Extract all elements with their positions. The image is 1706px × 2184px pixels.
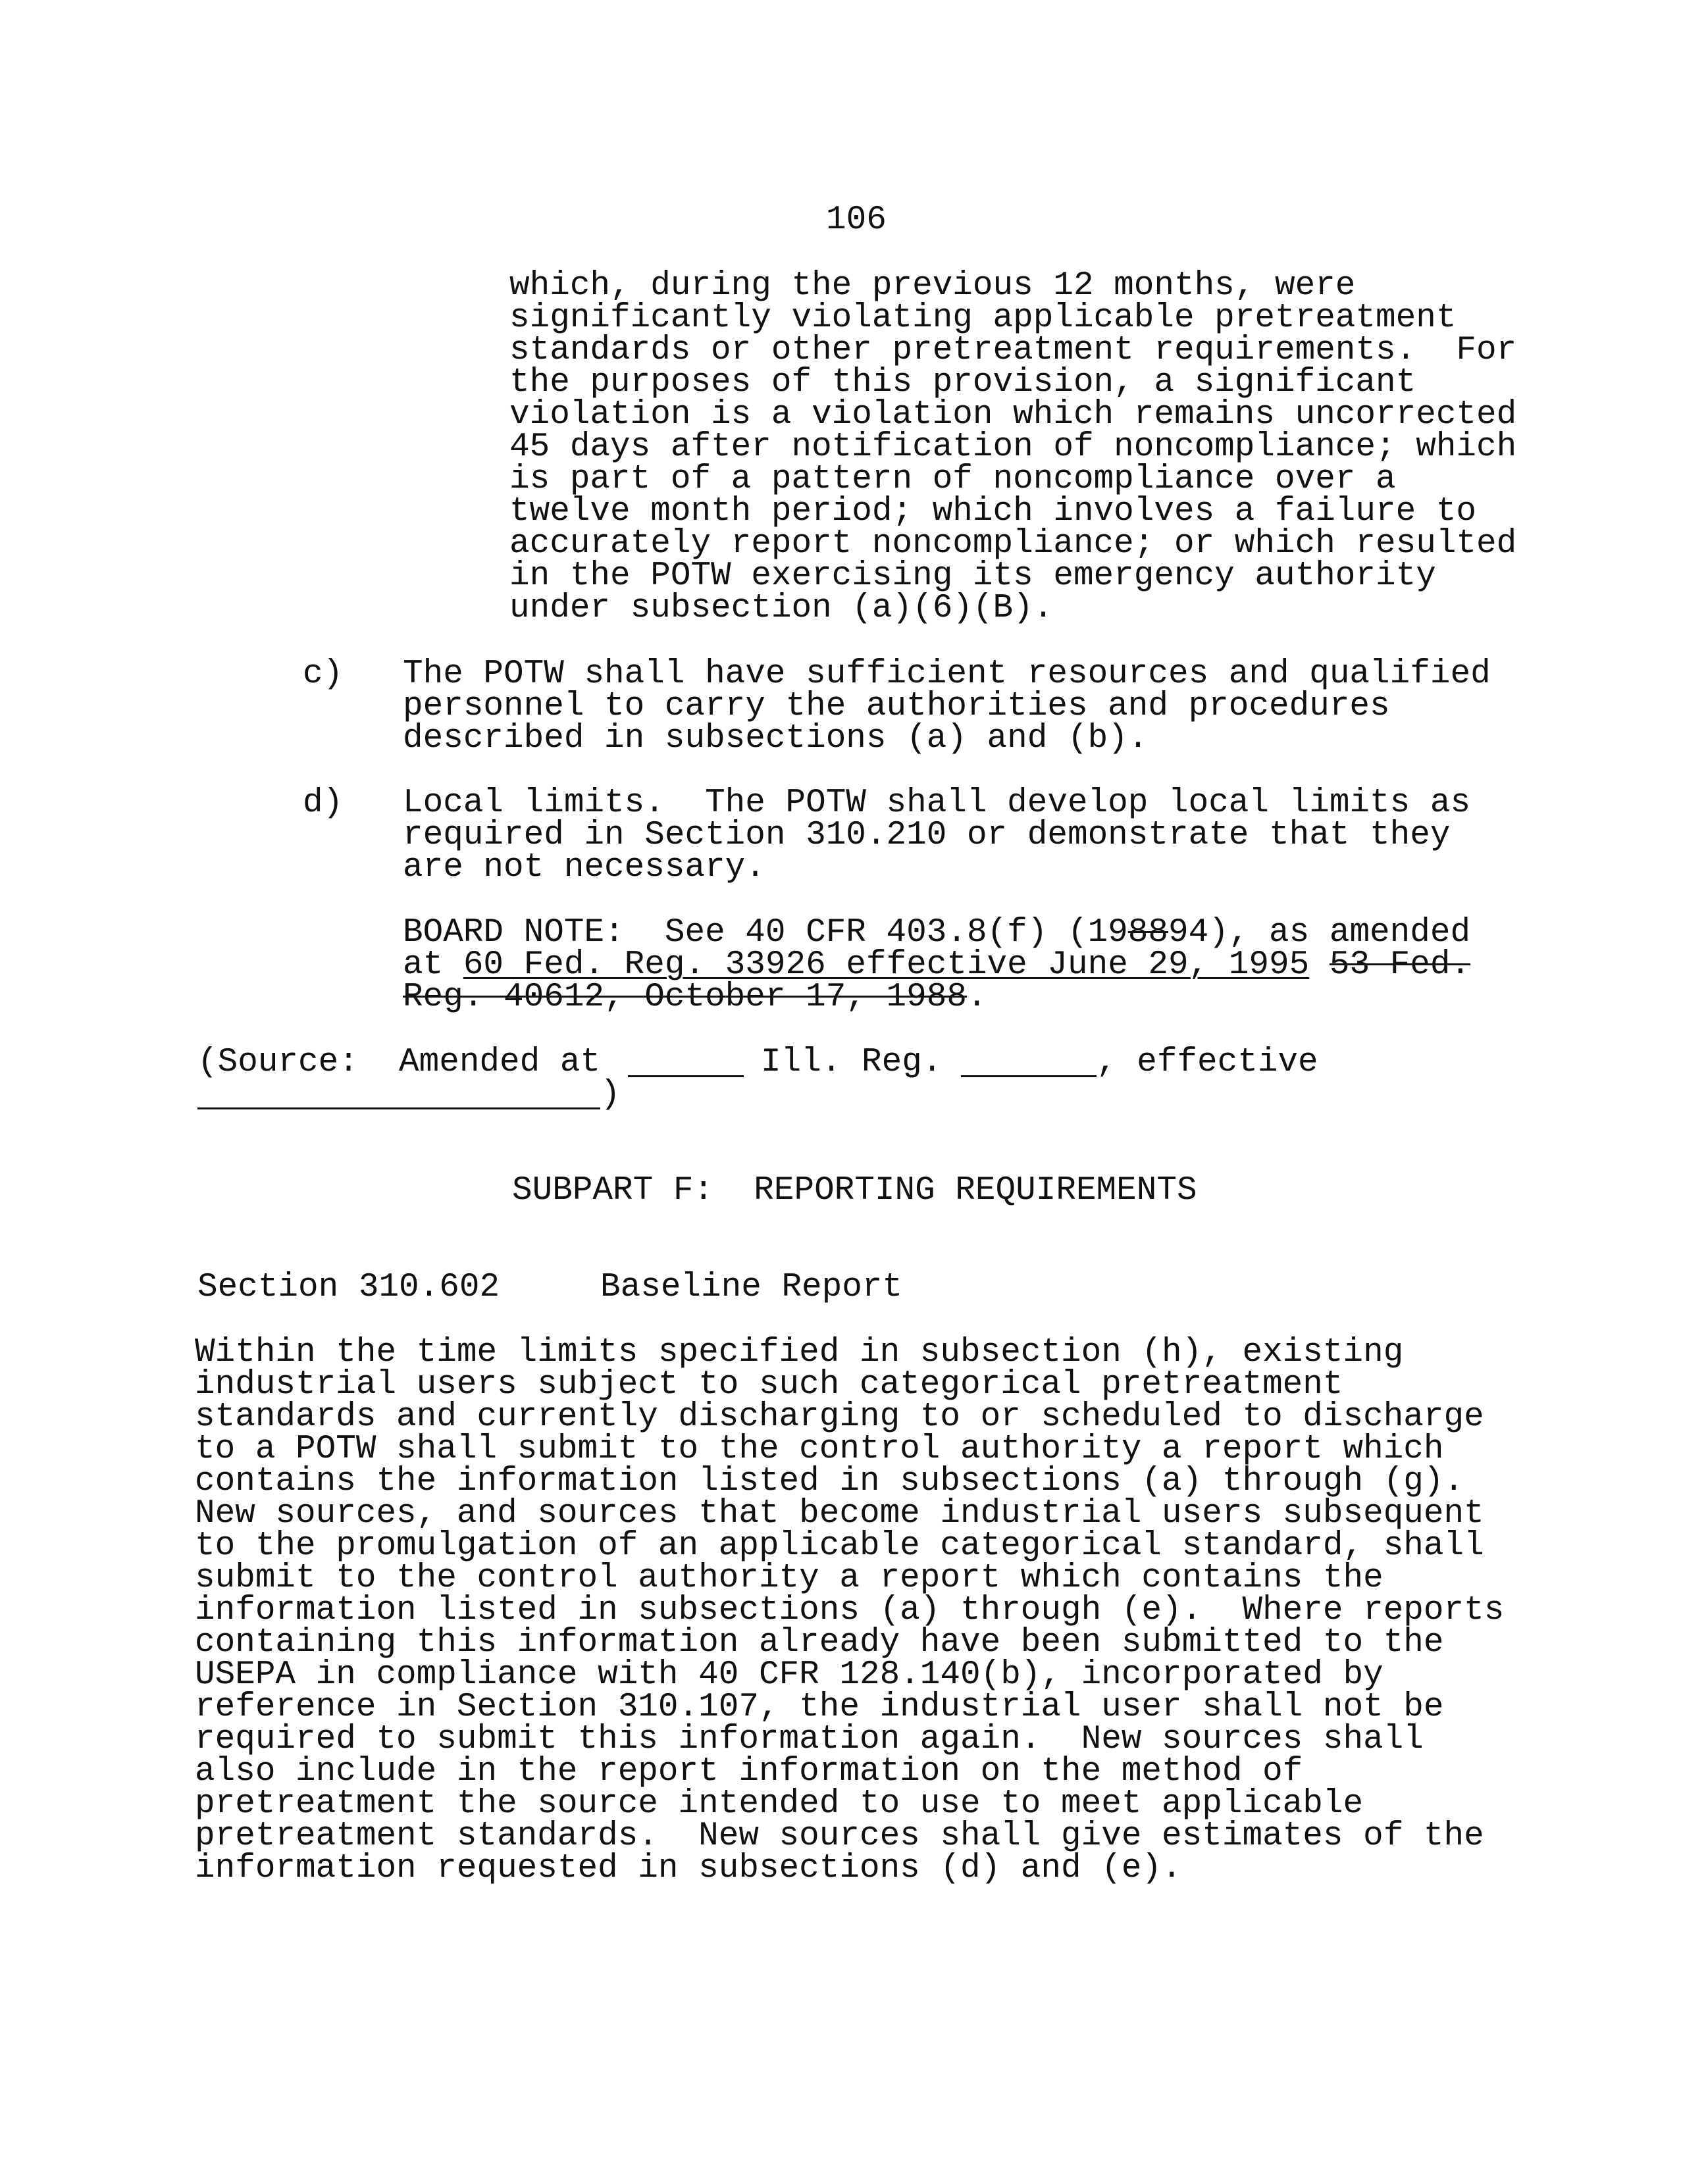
paragraph-line: in the POTW exercising its emergency authority	[509, 557, 1436, 595]
blank-volume-line	[628, 1046, 744, 1077]
list-item-line: Local limits. The POTW shall develop local limits as	[403, 784, 1471, 822]
paragraph-line: USEPA in compliance with 40 CFR 128.140(b), incorporated by	[195, 1656, 1383, 1694]
source-amended-at: Amended at	[399, 1044, 601, 1081]
board-note-line	[403, 978, 1548, 1016]
source-ill-reg: Ill. Reg.	[761, 1044, 943, 1081]
section-title: Baseline Report	[600, 1269, 903, 1306]
paragraph-line: violation is a violation which remains uncorrected	[509, 396, 1517, 434]
source-close-paren: )	[600, 1076, 621, 1113]
paragraph-line: industrial users subject to such categorical pretreatment	[195, 1366, 1343, 1404]
paragraph-line: standards or other pretreatment requirements. For	[509, 332, 1517, 369]
board-note-text: at	[403, 946, 463, 984]
paragraph-line: New sources, and sources that become industrial users subsequent	[195, 1495, 1484, 1533]
struck-text: 88	[1127, 914, 1168, 952]
list-marker: c)	[303, 655, 344, 693]
section-number: Section 310.602	[197, 1269, 500, 1306]
source-effective: , effective	[1097, 1044, 1318, 1081]
underlined-text: 60 Fed. Reg. 33926 effective June 29, 1995	[463, 946, 1310, 984]
list-item-line: required in Section 310.210 or demonstrate that they	[403, 817, 1451, 854]
paragraph-line: contains the information listed in subsections (a) through (g).	[195, 1463, 1464, 1500]
paragraph-line: Within the time limits specified in subsection (h), existing	[195, 1334, 1404, 1371]
paragraph-line: which, during the previous 12 months, were	[509, 267, 1356, 305]
paragraph-line: to the promulgation of an applicable categorical standard, shall	[195, 1527, 1484, 1565]
board-note-text: BOARD NOTE: See 40 CFR 403.8(f) (19	[403, 914, 1128, 952]
struck-text: Reg. 40612, October 17, 1988	[403, 978, 967, 1016]
paragraph-line: pretreatment standards. New sources shall give estimates of the	[195, 1817, 1484, 1855]
paragraph-line: containing this information already have been submitted to the	[195, 1624, 1444, 1662]
board-note-text: 94), as amended	[1168, 914, 1471, 952]
list-marker: d)	[303, 784, 344, 822]
paragraph-line: reference in Section 310.107, the industrial user shall not be	[195, 1689, 1444, 1726]
paragraph-line: under subsection (a)(6)(B).	[509, 590, 1054, 627]
board-note	[403, 914, 1548, 1016]
blank-date-line	[197, 1079, 600, 1109]
section-body-paragraph	[195, 1336, 1577, 1885]
paragraph-line: is part of a pattern of noncompliance over a	[509, 461, 1396, 498]
list-item-body	[403, 784, 1522, 886]
list-item-line: described in subsections (a) and (b).	[403, 720, 1149, 757]
paragraph-line: to a POTW shall submit to the control authority a report which	[195, 1431, 1444, 1468]
board-note-line	[403, 946, 1548, 984]
board-note-text: .	[966, 978, 987, 1016]
subpart-heading: SUBPART F: REPORTING REQUIREMENTS	[512, 1172, 1197, 1209]
struck-text: 53 Fed.	[1329, 946, 1471, 984]
list-item-line: are not necessary.	[403, 849, 765, 886]
paragraph-line: accurately report noncompliance; or which resulted	[509, 525, 1517, 563]
paragraph-line: required to submit this information again. New sources shall	[195, 1721, 1424, 1758]
paragraph-line: also include in the report information on the method of	[195, 1753, 1303, 1790]
paragraph-line: 45 days after notification of noncompliance; which	[509, 428, 1517, 466]
source-prefix: (Source:	[197, 1044, 359, 1081]
paragraph-line: information requested in subsections (d) and (e).	[195, 1850, 1182, 1887]
paragraph-line: pretreatment the source intended to use to meet applicable	[195, 1785, 1364, 1823]
list-item-body	[403, 655, 1522, 757]
paragraph-line: the purposes of this provision, a significant	[509, 364, 1416, 401]
paragraph-line: information listed in subsections (a) through (e). Where reports	[195, 1592, 1505, 1629]
list-item-line: personnel to carry the authorities and procedures	[403, 688, 1390, 725]
paragraph-line: submit to the control authority a report which contains the	[195, 1560, 1383, 1597]
page-number: 106	[826, 201, 887, 239]
blank-page-line	[961, 1046, 1097, 1077]
paragraph-line: significantly violating applicable pretreatment	[509, 299, 1457, 337]
paragraph-line: standards and currently discharging to or scheduled to discharge	[195, 1398, 1484, 1436]
board-note-line	[403, 914, 1548, 952]
list-item-line: The POTW shall have sufficient resources and qualified	[403, 655, 1491, 693]
paragraph-line: twelve month period; which involves a failure to	[509, 493, 1477, 530]
continued-paragraph	[509, 267, 1536, 627]
